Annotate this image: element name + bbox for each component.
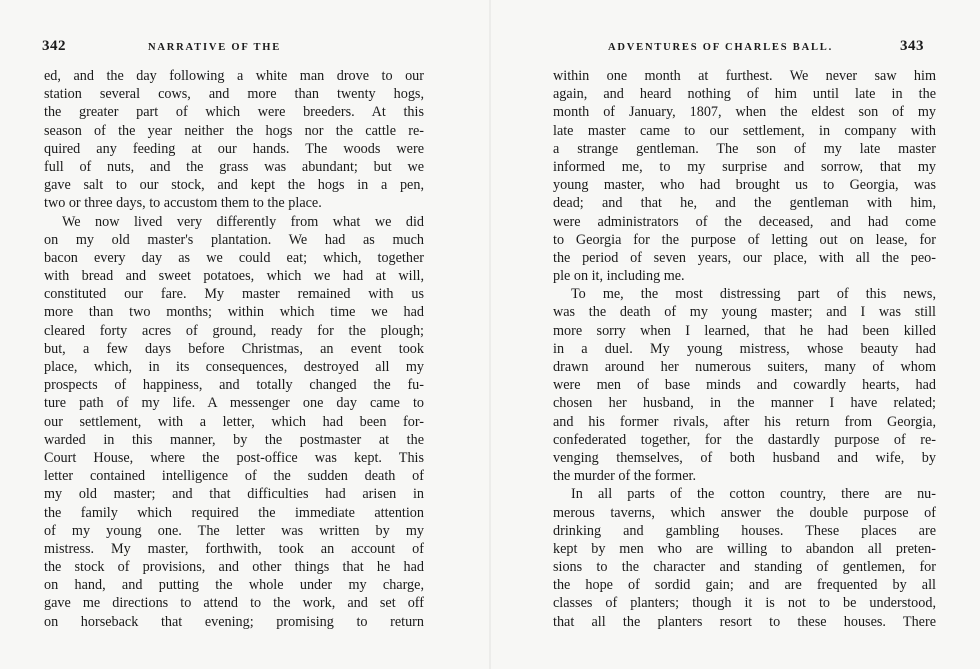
text-line: We now lived very differently from what we did bbox=[62, 213, 424, 230]
text-line: quired any feeding at our hands. The woods were bbox=[44, 140, 424, 157]
text-line: letter contained intelligence of the sudden death of bbox=[44, 468, 424, 485]
text-line: in a duel. My young mistress, whose beauty had bbox=[553, 340, 936, 357]
text-line: merous taverns, which answer the double purpose of bbox=[553, 504, 936, 521]
text-line: and his former rivals, after his return from Georgia, bbox=[553, 413, 936, 430]
text-line: chosen her husband, in the manner I have related; bbox=[553, 395, 936, 412]
text-line: constituted our fare. My master remained with us bbox=[44, 286, 424, 303]
left-page-body bbox=[44, 67, 424, 631]
text-line: To me, the most distressing part of this news, bbox=[571, 286, 936, 303]
text-line: ple on it, including me. bbox=[553, 268, 685, 285]
text-line: two or three days, to accustom them to the place. bbox=[44, 195, 322, 212]
text-line: Court House, where the post-office was kept. This bbox=[44, 449, 424, 466]
text-line: sions to the character and standing of gentlemen, for bbox=[553, 559, 936, 576]
text-line: with bread and sweet potatoes, which we had at will, bbox=[44, 268, 424, 285]
text-line: on hand, and putting the whole under my charge, bbox=[44, 577, 424, 594]
text-line: dead; and that he, and the gentleman with him, bbox=[553, 195, 936, 212]
page-gutter bbox=[489, 0, 491, 669]
text-line: to Georgia for the purpose of letting out on lease, for bbox=[553, 231, 936, 248]
text-line: the period of seven years, our place, with all the peo- bbox=[553, 249, 936, 266]
text-line: that all the planters resort to these houses. There bbox=[553, 613, 936, 630]
text-line: prospects of happiness, and totally changed the fu- bbox=[44, 377, 424, 394]
text-line: more than two months; within which time we had bbox=[44, 304, 424, 321]
text-line: place, which, in its consequences, destroyed all my bbox=[44, 359, 424, 375]
text-line: was the death of my young master; and I was still bbox=[553, 304, 936, 321]
text-line: informed me, to my surprise and sorrow, that my bbox=[553, 158, 936, 175]
left-running-head: NARRATIVE OF THE bbox=[148, 42, 282, 53]
text-line: on horseback that evening; promising to return bbox=[44, 613, 424, 630]
text-line: bacon every day as we could eat; which, together bbox=[44, 249, 424, 266]
text-line: gave salt to our stock, and kept the hogs in a pen, bbox=[44, 177, 424, 194]
text-line: the family which required the immediate attention bbox=[44, 504, 424, 521]
text-line: again, and heard nothing of him until late in the bbox=[553, 86, 936, 103]
text-line: month of January, 1807, when the eldest son of my bbox=[553, 104, 936, 121]
left-page-number: 342 bbox=[42, 38, 66, 54]
text-line: season of the year neither the hogs nor the cattle re- bbox=[44, 122, 424, 139]
text-line: of my young one. The letter was written by my bbox=[44, 522, 424, 539]
text-line: cleared forty acres of ground, ready for the plough; bbox=[44, 322, 424, 339]
text-line: kept by men who are willing to abandon all preten- bbox=[553, 540, 936, 557]
text-line: more sorry when I learned, that he had been killed bbox=[553, 322, 936, 339]
text-line: young master, who had brought us to Georgia, was bbox=[553, 177, 936, 194]
text-line: were men of base minds and cowardly hearts, had bbox=[553, 377, 936, 394]
text-line: warded in this manner, by the postmaster at the bbox=[44, 431, 424, 448]
text-line: within one month at furthest. We never saw him bbox=[553, 68, 936, 84]
text-line: late master came to our settlement, in company with bbox=[553, 122, 936, 139]
text-line: were administrators of the deceased, and had come bbox=[553, 213, 936, 230]
text-line: venging themselves, of both husband and wife, by bbox=[553, 449, 936, 466]
text-line: ed, and the day following a white man drove to our bbox=[44, 68, 424, 84]
text-line: gave me directions to attend to the work, and set off bbox=[44, 595, 424, 612]
text-line: but, a few days before Christmas, an event took bbox=[44, 340, 424, 357]
right-page-number: 343 bbox=[900, 38, 924, 54]
text-line: drawn around her numerous suiters, many of whom bbox=[553, 359, 936, 375]
text-line: mistress. My master, forthwith, took an account of bbox=[44, 540, 424, 557]
right-running-head: ADVENTURES OF CHARLES BALL. bbox=[608, 42, 833, 53]
right-page-body bbox=[553, 67, 936, 631]
text-line: ture path of my life. A messenger one day came to bbox=[44, 395, 424, 412]
text-line: a strange gentleman. The son of my late master bbox=[553, 140, 936, 157]
text-line: confederated together, for the dastardly purpose of re- bbox=[553, 431, 936, 448]
text-line: the greater part of which were breeders. At this bbox=[44, 104, 424, 121]
text-line: the stock of provisions, and other things that he had bbox=[44, 559, 424, 576]
text-line: the murder of the former. bbox=[553, 468, 697, 485]
text-line: full of nuts, and the grass was abundant; but we bbox=[44, 158, 424, 175]
text-line: classes of planters; though it is not to be understood, bbox=[553, 595, 936, 612]
text-line: station several cows, and more than twenty hogs, bbox=[44, 86, 424, 103]
text-line: our settlement, with a letter, which had been for- bbox=[44, 413, 424, 430]
text-line: the hope of sordid gain; and are frequented by all bbox=[553, 577, 936, 594]
text-line: drinking and gambling houses. These places are bbox=[553, 522, 936, 539]
text-line: my old master; and that difficulties had arisen in bbox=[44, 486, 424, 503]
text-line: on my old master's plantation. We had as much bbox=[44, 231, 424, 248]
text-line: In all parts of the cotton country, there are nu- bbox=[571, 486, 936, 503]
